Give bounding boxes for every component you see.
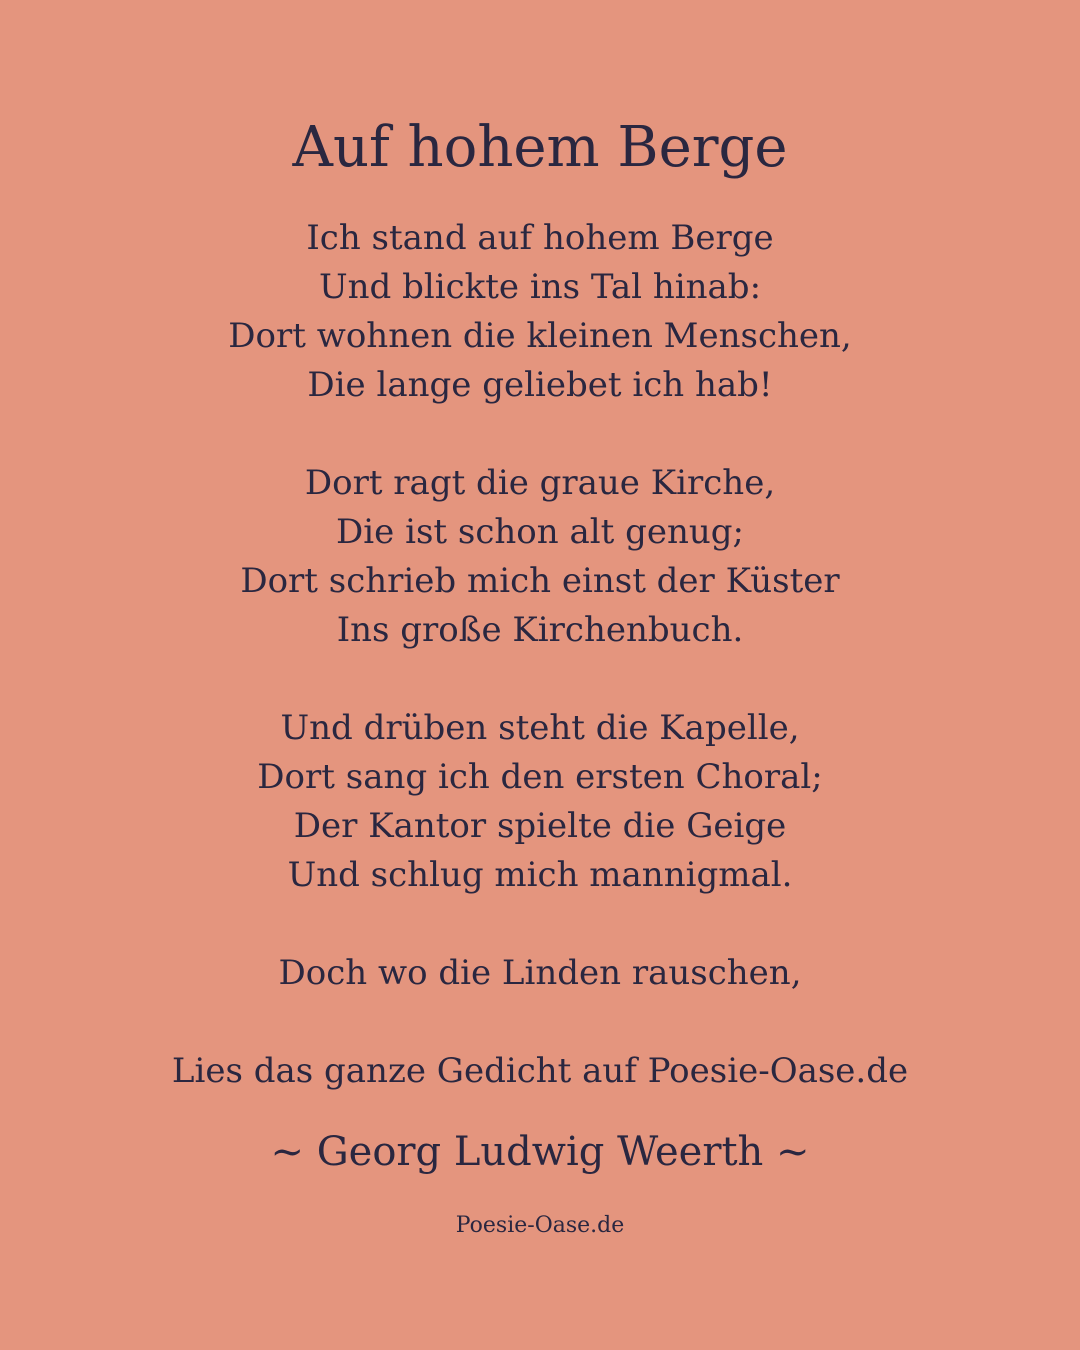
poem-line: Dort sang ich den ersten Choral; — [257, 757, 823, 797]
poem-line: Und blickte ins Tal hinab: — [318, 267, 762, 307]
poem-title: Auf hohem Berge — [292, 115, 788, 180]
stanza — [0, 214, 1080, 410]
stanza — [0, 949, 1080, 998]
stanza — [0, 704, 1080, 900]
author-name: ~ Georg Ludwig Weerth ~ — [270, 1129, 810, 1175]
poem-line: Ich stand auf hohem Berge — [306, 218, 774, 258]
poem-line: Der Kantor spielte die Geige — [293, 806, 787, 846]
poem-line: Die lange geliebet ich hab! — [307, 365, 773, 405]
stanza — [0, 459, 1080, 655]
poem-line: Und schlug mich mannigmal. — [287, 855, 793, 895]
site-footer: Poesie-Oase.de — [455, 1213, 625, 1238]
poem-line: Dort schrieb mich einst der Küster — [240, 561, 840, 601]
read-full-poem-link[interactable]: Lies das ganze Gedicht auf Poesie-Oase.de — [171, 1051, 909, 1091]
poem-line: Dort wohnen die kleinen Menschen, — [228, 316, 852, 356]
poem-body — [0, 214, 1080, 1047]
poem-line: Und drüben steht die Kapelle, — [280, 708, 800, 748]
poem-line: Doch wo die Linden rauschen, — [278, 953, 802, 993]
poem-line: Ins große Kirchenbuch. — [336, 610, 744, 650]
poem-line: Die ist schon alt genug; — [336, 512, 744, 552]
poem-line: Dort ragt die graue Kirche, — [304, 463, 776, 503]
